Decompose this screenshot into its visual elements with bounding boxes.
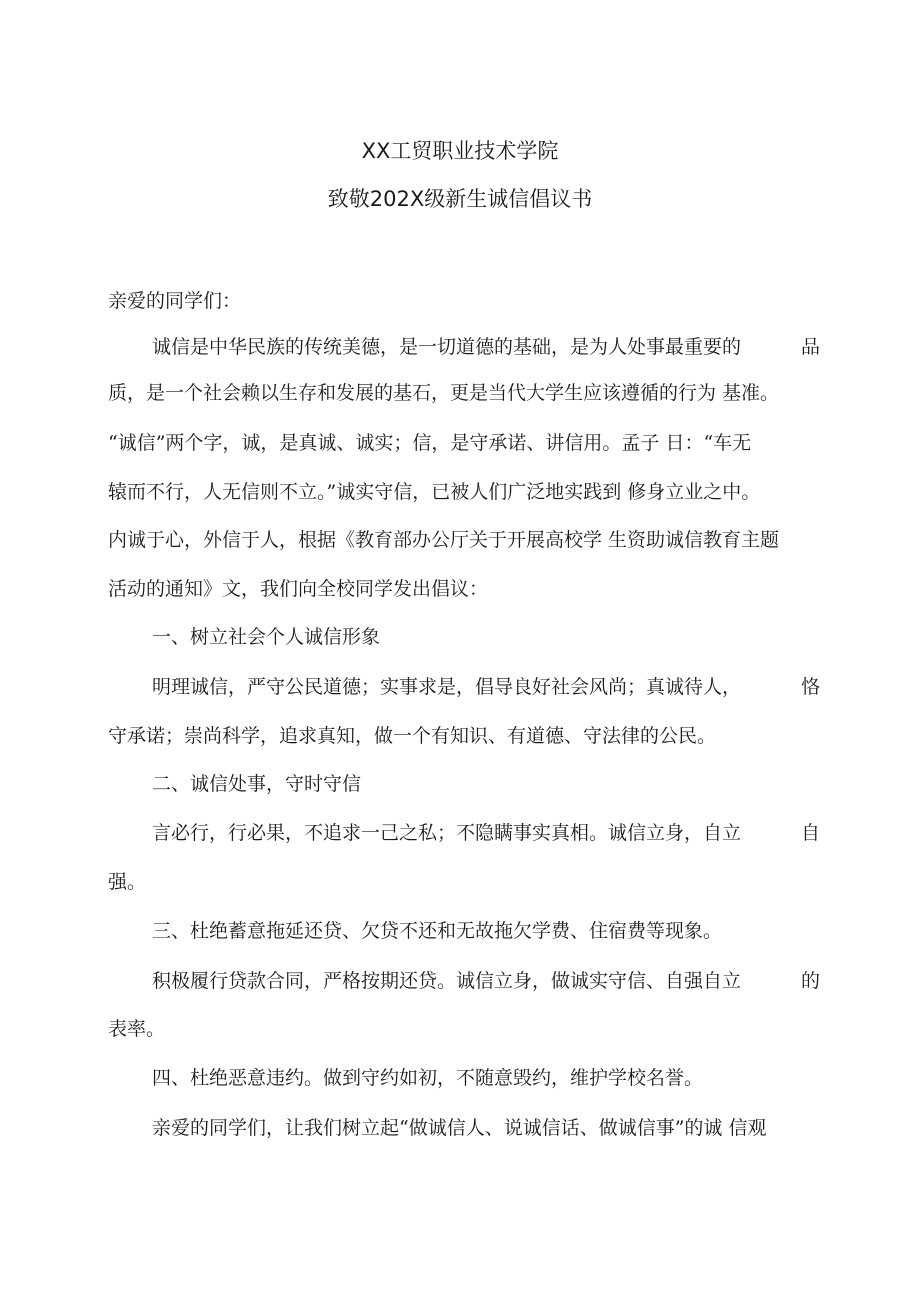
section-heading-2: 二、诚信处事，守时守信 <box>152 773 362 795</box>
document-title: 致敬202X级新生诚信倡议书 <box>327 187 593 211</box>
paragraph-line: 亲爱的同学们，让我们树立起“做诚信人、说诚信话、做诚信事”的诚 信观 <box>152 1117 767 1139</box>
paragraph-line <box>152 966 820 996</box>
line-text: 积极履行贷款合同，严格按期还贷。诚信立身，做诚实守信、自强自立 <box>152 970 742 992</box>
paragraph-line: 守承诺；崇尚科学，追求真知，做一个有知识、有道德、守法律的公民。 <box>108 725 717 747</box>
section-heading-1: 一、树立社会个人诚信形象 <box>152 626 381 648</box>
paragraph-line <box>152 332 820 362</box>
section-heading-4: 四、杜绝恶意违约。做到守约如初，不随意毁约，维护学校名誉。 <box>152 1067 704 1089</box>
line-text-end: 恪 <box>800 676 820 698</box>
paragraph-line <box>152 672 820 702</box>
paragraph-line: “诚信”两个字，诚，是真诚、诚实；信，是守承诺、讲信用。孟子 日：“车无 <box>108 432 752 454</box>
line-text-end: 品 <box>800 336 820 358</box>
paragraph-line <box>152 818 820 848</box>
paragraph-line: 强。 <box>108 871 147 893</box>
paragraph-line: 辕而不行，人无信则不立。”诚实守信，已被人们广泛地实践到 修身立业之中。 <box>108 481 761 503</box>
line-text-end: 的 <box>800 970 820 992</box>
salutation: 亲爱的同学们： <box>108 290 242 312</box>
line-text-end: 自 <box>800 822 820 844</box>
institution-title: XX工贸职业技术学院 <box>361 139 559 163</box>
line-text: 明理诚信，严守公民道德；实事求是，倡导良好社会风尚；真诚待人， <box>152 676 742 698</box>
section-heading-3: 三、杜绝蓄意拖延还贷、欠贷不还和无故拖欠学费、住宿费等现象。 <box>152 920 723 942</box>
paragraph-line: 表率。 <box>108 1018 166 1040</box>
paragraph-line: 活动的通知》文，我们向全校同学发出倡议： <box>108 578 489 600</box>
paragraph-line: 内诚于心，外信于人，根据《教育部办公厅关于开展高校学 生资助诚信教育主题 <box>108 529 780 551</box>
line-text: 言必行，行必果，不追求一己之私；不隐瞒事实真相。诚信立身，自立 <box>152 822 742 844</box>
line-text: 诚信是中华民族的传统美德，是一切道德的基础，是为人处事最重要的 <box>152 336 742 358</box>
paragraph-line: 质，是一个社会赖以生存和发展的基石，更是当代大学生应该遵循的行为 基准。 <box>108 382 780 404</box>
